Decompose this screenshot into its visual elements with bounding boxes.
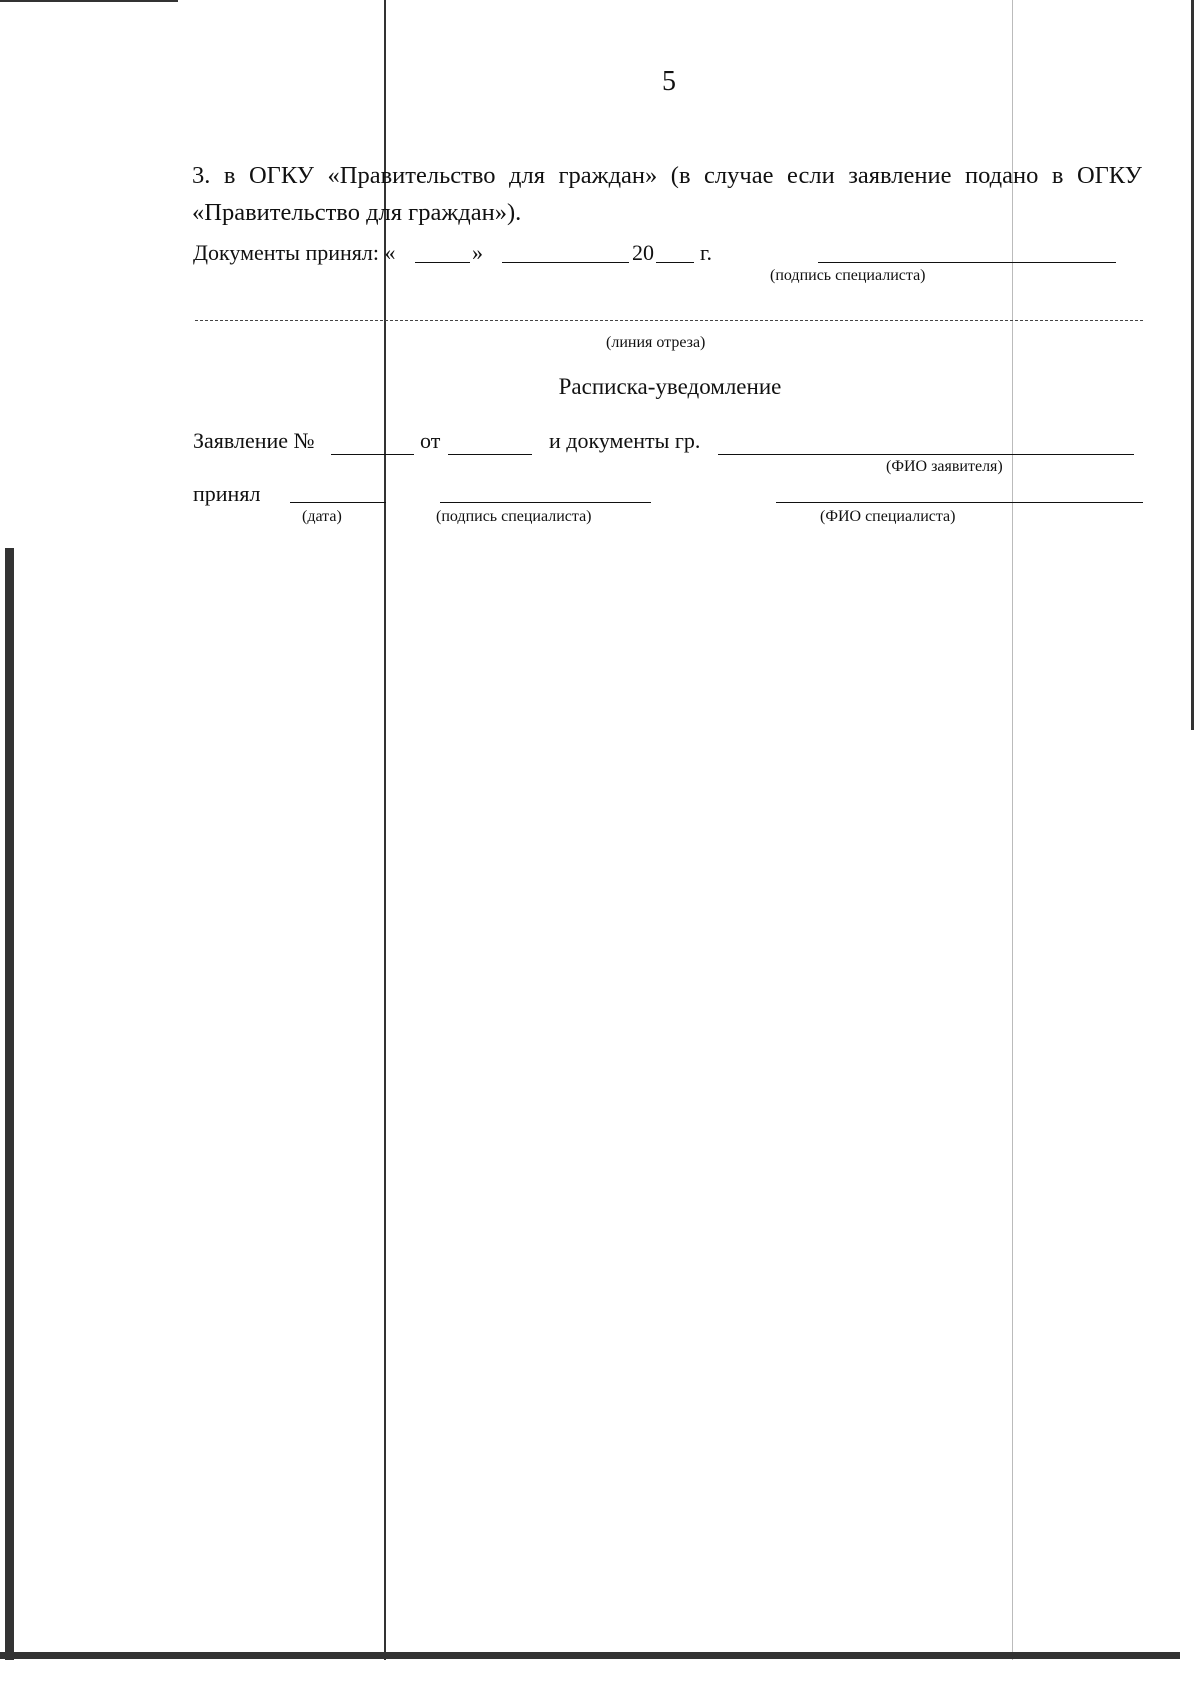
- cut-line: [195, 320, 1143, 321]
- item-3-paragraph: 3. в ОГКУ «Правительство для граждан» (в случае если заявление подано в ОГКУ «Правительство для граждан»).: [192, 162, 1142, 226]
- year-prefix: 20: [632, 240, 654, 265]
- from-label: от: [420, 428, 441, 453]
- application-number-blank[interactable]: [331, 454, 414, 455]
- applicant-name-caption: (ФИО заявителя): [886, 458, 1003, 475]
- scan-left-border: [5, 548, 14, 1660]
- scan-bottom-border: [0, 1652, 1180, 1659]
- accepted-label: принял: [193, 481, 261, 506]
- applicant-name-blank[interactable]: [718, 454, 1134, 455]
- specialist-name-blank[interactable]: [776, 502, 1143, 503]
- signature-caption: (подпись специалиста): [770, 267, 926, 284]
- scan-top-edge-line: [0, 0, 178, 2]
- day-blank[interactable]: [415, 262, 470, 263]
- docs-accepted-label: Документы принял: «: [193, 240, 396, 265]
- docs-of-citizen-label: и документы гр.: [549, 428, 701, 453]
- specialist-name-caption: (ФИО специалиста): [820, 508, 956, 525]
- scan-right-edge: [1191, 0, 1194, 730]
- signature-blank[interactable]: [818, 262, 1116, 263]
- close-quote: »: [472, 240, 483, 265]
- year-blank[interactable]: [656, 262, 694, 263]
- month-blank[interactable]: [502, 262, 629, 263]
- date-caption: (дата): [302, 508, 342, 525]
- year-suffix: г.: [700, 240, 713, 265]
- page-number: 5: [662, 66, 676, 97]
- scan-fold-line-right: [1012, 0, 1013, 1660]
- date-blank[interactable]: [290, 502, 386, 503]
- application-date-blank[interactable]: [448, 454, 532, 455]
- receipt-title: Расписка-уведомление: [558, 374, 782, 399]
- specialist-signature-blank[interactable]: [440, 502, 651, 503]
- specialist-signature-caption: (подпись специалиста): [436, 508, 592, 525]
- cut-line-caption: (линия отреза): [606, 334, 706, 351]
- application-number-label: Заявление №: [193, 428, 315, 453]
